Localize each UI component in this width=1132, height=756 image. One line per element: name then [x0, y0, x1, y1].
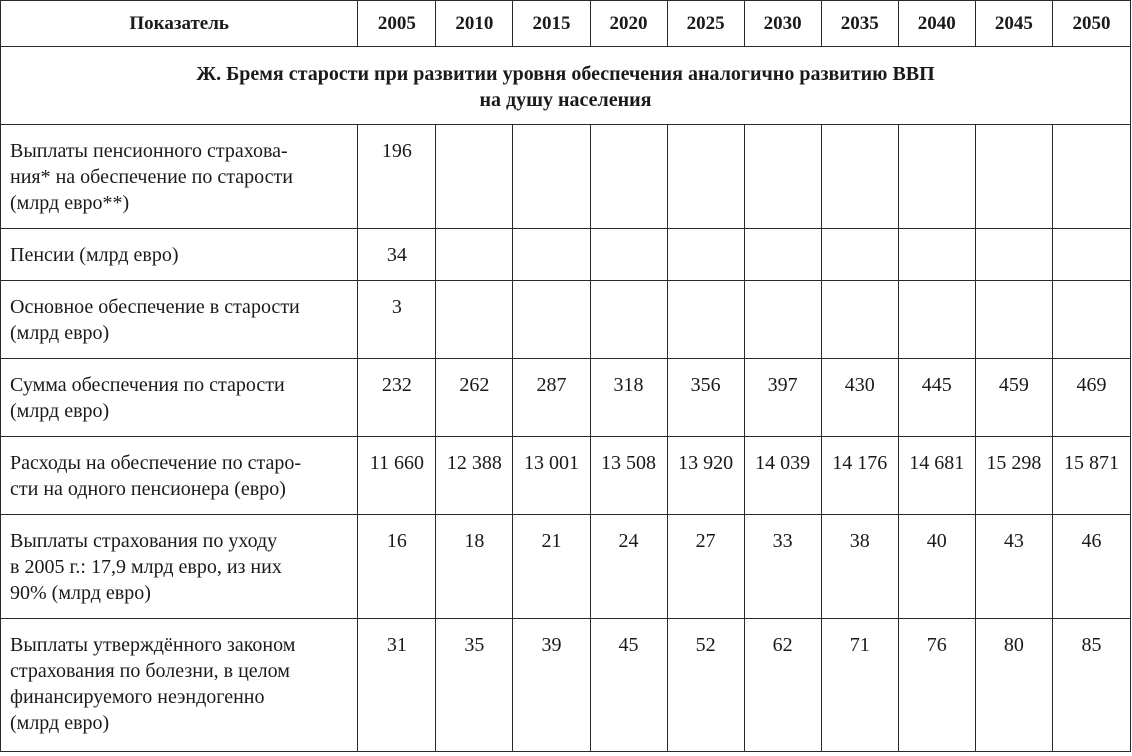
row-label	[1, 437, 358, 515]
value-cell: 12 388	[436, 437, 513, 515]
value-cell: 16	[358, 515, 436, 619]
header-year: 2050	[1052, 1, 1130, 47]
value-cell: 11 660	[358, 437, 436, 515]
value-cell	[667, 125, 744, 229]
table-row	[1, 125, 1131, 229]
row-label-line: ния* на обеспечение по старости	[10, 166, 293, 188]
header-year: 2005	[358, 1, 436, 47]
value-cell: 14 039	[744, 437, 821, 515]
value-cell: 196	[358, 125, 436, 229]
row-label	[1, 229, 358, 281]
section-title-line: Ж. Бремя старости при развитии уровня обеспечения аналогично развитию ВВП	[196, 62, 935, 85]
value-cell	[1052, 229, 1130, 281]
value-cell: 13 508	[590, 437, 667, 515]
value-cell: 52	[667, 619, 744, 752]
row-label-line: сти на одного пенсионера (евро)	[10, 478, 286, 500]
value-cell: 430	[821, 359, 898, 437]
header-indicator: Показатель	[1, 1, 358, 47]
value-cell: 21	[513, 515, 590, 619]
value-cell	[821, 281, 898, 359]
value-cell	[975, 125, 1052, 229]
value-cell: 39	[513, 619, 590, 752]
value-cell	[821, 229, 898, 281]
value-cell: 24	[590, 515, 667, 619]
value-cell: 469	[1052, 359, 1130, 437]
value-cell	[436, 281, 513, 359]
value-cell: 445	[898, 359, 975, 437]
value-cell	[436, 125, 513, 229]
value-cell: 318	[590, 359, 667, 437]
row-label-line: Сумма обеспечения по старости	[10, 374, 285, 396]
header-year: 2015	[513, 1, 590, 47]
row-label-line: финансируемого неэндогенно	[10, 686, 265, 708]
value-cell: 356	[667, 359, 744, 437]
row-label-line: Пенсии (млрд евро)	[10, 244, 179, 266]
value-cell: 45	[590, 619, 667, 752]
value-cell	[1052, 125, 1130, 229]
section-title	[1, 47, 1131, 125]
value-cell: 76	[898, 619, 975, 752]
row-label-line: Выплаты утверждённого законом	[10, 634, 296, 656]
header-year: 2045	[975, 1, 1052, 47]
value-cell: 14 176	[821, 437, 898, 515]
value-cell: 62	[744, 619, 821, 752]
header-year: 2040	[898, 1, 975, 47]
section-row	[1, 47, 1131, 125]
header-year: 2020	[590, 1, 667, 47]
header-year: 2025	[667, 1, 744, 47]
row-label-line: Выплаты страхования по уходу	[10, 530, 278, 552]
value-cell: 33	[744, 515, 821, 619]
value-cell: 459	[975, 359, 1052, 437]
row-label-line: страхования по болезни, в целом	[10, 660, 290, 682]
row-label-line: Выплаты пенсионного страхова-	[10, 140, 288, 162]
row-label-line: Основное обеспечение в старости	[10, 296, 300, 318]
row-label-line: (млрд евро)	[10, 322, 110, 344]
section-title-line: на душу населения	[479, 88, 652, 111]
value-cell: 18	[436, 515, 513, 619]
value-cell	[590, 125, 667, 229]
value-cell	[744, 125, 821, 229]
value-cell: 85	[1052, 619, 1130, 752]
row-label-line: (млрд евро**)	[10, 192, 130, 214]
row-label-line: 90% (млрд евро)	[10, 582, 151, 604]
value-cell: 13 920	[667, 437, 744, 515]
row-label	[1, 281, 358, 359]
value-cell: 38	[821, 515, 898, 619]
value-cell	[667, 229, 744, 281]
value-cell	[821, 125, 898, 229]
row-label	[1, 619, 358, 752]
value-cell: 40	[898, 515, 975, 619]
table-row	[1, 515, 1131, 619]
table-row	[1, 229, 1131, 281]
value-cell	[590, 281, 667, 359]
value-cell: 232	[358, 359, 436, 437]
value-cell: 27	[667, 515, 744, 619]
header-year: 2035	[821, 1, 898, 47]
value-cell	[898, 125, 975, 229]
value-cell	[898, 281, 975, 359]
value-cell: 15 298	[975, 437, 1052, 515]
value-cell: 31	[358, 619, 436, 752]
value-cell: 287	[513, 359, 590, 437]
row-label-line: (млрд евро)	[10, 712, 110, 734]
row-label-line: в 2005 г.: 17,9 млрд евро, из них	[10, 556, 282, 578]
value-cell: 262	[436, 359, 513, 437]
value-cell: 35	[436, 619, 513, 752]
value-cell: 14 681	[898, 437, 975, 515]
value-cell	[513, 125, 590, 229]
value-cell: 3	[358, 281, 436, 359]
value-cell: 34	[358, 229, 436, 281]
table-row	[1, 281, 1131, 359]
value-cell: 71	[821, 619, 898, 752]
value-cell	[744, 281, 821, 359]
value-cell	[436, 229, 513, 281]
row-label	[1, 125, 358, 229]
value-cell: 397	[744, 359, 821, 437]
value-cell	[513, 229, 590, 281]
row-label	[1, 515, 358, 619]
header-year: 2010	[436, 1, 513, 47]
value-cell	[744, 229, 821, 281]
row-label-line: (млрд евро)	[10, 400, 110, 422]
value-cell	[975, 229, 1052, 281]
value-cell	[590, 229, 667, 281]
table-row	[1, 437, 1131, 515]
table-row	[1, 619, 1131, 752]
value-cell	[975, 281, 1052, 359]
value-cell	[513, 281, 590, 359]
value-cell: 15 871	[1052, 437, 1130, 515]
value-cell	[898, 229, 975, 281]
header-year: 2030	[744, 1, 821, 47]
table-row	[1, 359, 1131, 437]
value-cell: 43	[975, 515, 1052, 619]
value-cell: 13 001	[513, 437, 590, 515]
row-label	[1, 359, 358, 437]
value-cell	[1052, 281, 1130, 359]
header-row	[1, 1, 1131, 47]
value-cell: 46	[1052, 515, 1130, 619]
value-cell: 80	[975, 619, 1052, 752]
row-label-line: Расходы на обеспечение по старо-	[10, 452, 302, 474]
value-cell	[667, 281, 744, 359]
